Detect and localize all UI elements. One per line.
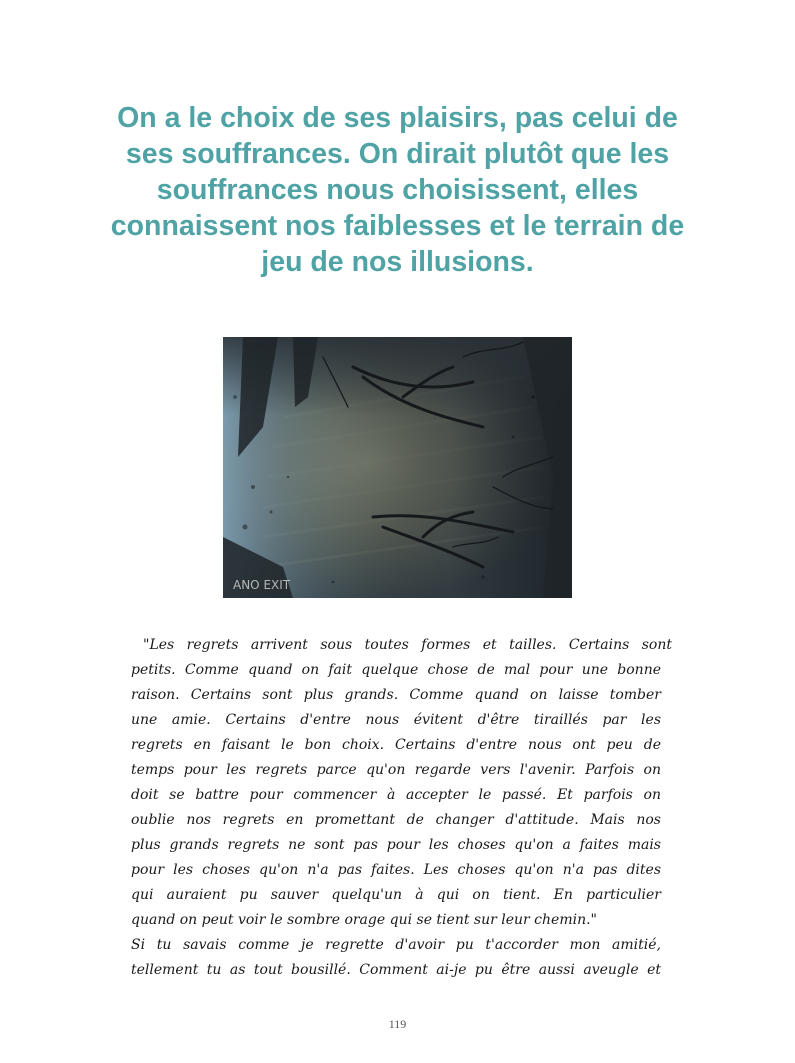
text-line: qui auraient pu sauver quelqu'un à qui on tient. En particulier xyxy=(131,887,661,903)
photo-overlay-text: ANO EXIT xyxy=(233,578,291,592)
text-line: petits. Comme quand on fait quelque chose de mal pour une bonne xyxy=(131,662,661,678)
text-line: une amie. Certains d'entre nous évitent d'être tiraillés par les xyxy=(131,712,661,728)
forest-path-image xyxy=(223,337,572,598)
text-line: oublie nos regrets en promettant de changer d'attitude. Mais nos xyxy=(131,812,661,828)
text-line: quand on peut voir le sombre orage qui se tient sur leur chemin." xyxy=(131,912,597,928)
text-line: Si tu savais comme je regrette d'avoir pu t'accorder mon amitié, xyxy=(131,937,661,953)
text-line: regrets en faisant le bon choix. Certains d'entre nous ont peu de xyxy=(131,737,661,753)
text-line: raison. Certains sont plus grands. Comme quand on laisse tomber xyxy=(131,687,661,703)
text-line: tellement tu as tout bousillé. Comment ai-je pu être aussi aveugle et xyxy=(131,962,661,978)
text-line: pour les choses qu'on n'a pas faites. Les choses qu'on n'a pas dites xyxy=(131,862,661,878)
text-line: plus grands regrets ne sont pas pour les choses qu'on a faites mais xyxy=(131,837,661,853)
illustration-photo xyxy=(223,337,572,598)
text-line: "Les regrets arrivent sous toutes formes et tailles. Certains sont xyxy=(143,637,672,653)
text-line: doit se battre pour commencer à accepter le passé. Et parfois on xyxy=(131,787,661,803)
body-text xyxy=(131,633,672,983)
page-number: 119 xyxy=(388,1017,407,1031)
text-line: temps pour les regrets parce qu'on regarde vers l'avenir. Parfois on xyxy=(131,762,661,778)
page-heading: On a le choix de ses plaisirs, pas celui de ses souffrances. On dirait plutôt que les souffrances nous choisissent, elles connaissent nos faiblesses et le terrain de jeu de nos illusions. xyxy=(110,102,685,278)
